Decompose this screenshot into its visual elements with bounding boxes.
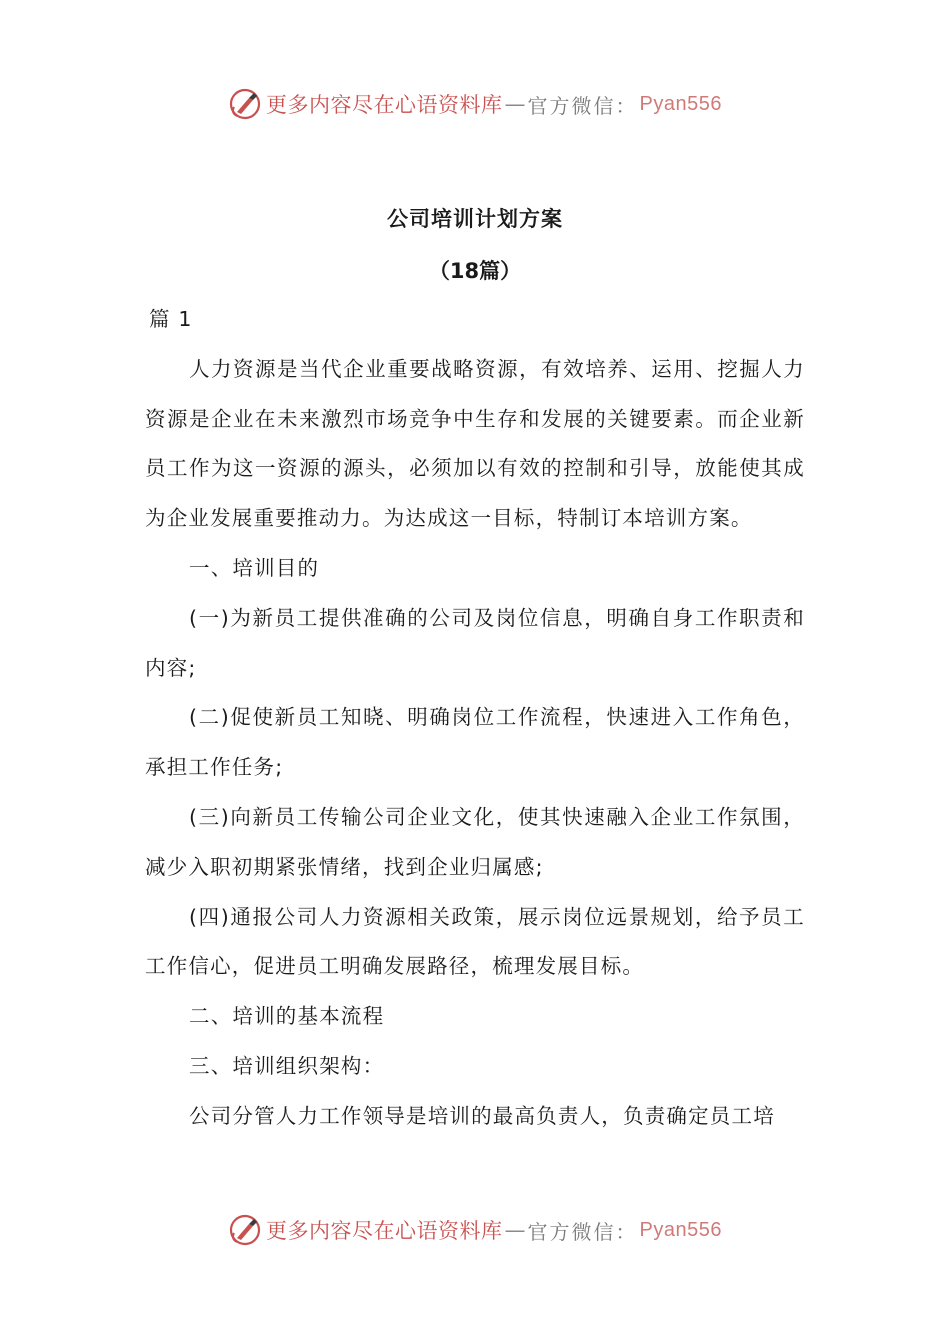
heading-training-purpose: 一、培训目的 bbox=[189, 555, 320, 580]
wechat-id: Pyan556 bbox=[639, 92, 722, 115]
watermark-banner-top bbox=[0, 84, 950, 124]
list-item: (二)促使新员工知晓、明确岗位工作流程，快速进入工作角色，承担工作任务; bbox=[145, 705, 805, 780]
document-body bbox=[145, 295, 805, 1142]
document-subtitle: （18篇） bbox=[428, 259, 522, 283]
wechat-id: Pyan556 bbox=[639, 1218, 722, 1241]
watermark-text: 更多内容尽在心语资料库 bbox=[266, 1219, 503, 1243]
watermark-banner-bottom bbox=[0, 1210, 950, 1250]
document-title: 公司培训计划方案 bbox=[387, 207, 563, 231]
watermark-dash: — bbox=[504, 92, 526, 116]
wechat-label: 官方微信： bbox=[527, 1219, 638, 1244]
heading-basic-process: 二、培训的基本流程 bbox=[189, 1004, 385, 1029]
list-item: (四)通报公司人力资源相关政策，展示岗位远景规划，给予员工工作信心，促进员工明确发展路径，梳理发展目标。 bbox=[145, 904, 805, 979]
watermark-dash: — bbox=[504, 1218, 526, 1242]
list-item: (一)为新员工提供准确的公司及岗位信息，明确自身工作职责和内容; bbox=[145, 605, 805, 680]
heading-org-structure: 三、培训组织架构： bbox=[189, 1053, 385, 1078]
paragraph: 人力资源是当代企业重要战略资源，有效培养、运用、挖掘人力资源是企业在未来激烈市场竞争中生存和发展的关键要素。而企业新员工作为这一资源的源头，必须加以有效的控制和引导，放能使其成为企业发展重要推动力。为达成这一目标，特制订本培训方案。 bbox=[145, 356, 805, 531]
list-item: (三)向新员工传输公司企业文化，使其快速融入企业工作氛围，减少入职初期紧张情绪，找到企业归属感; bbox=[145, 804, 805, 879]
watermark-text: 更多内容尽在心语资料库 bbox=[266, 93, 503, 117]
section-label: 篇 1 bbox=[149, 307, 193, 331]
paragraph: 公司分管人力工作领导是培训的最高负责人，负责确定员工培 bbox=[189, 1103, 775, 1128]
wechat-label: 官方微信： bbox=[527, 93, 638, 118]
pen-nib-logo-icon bbox=[228, 1213, 262, 1247]
pen-nib-logo-icon bbox=[228, 87, 262, 121]
